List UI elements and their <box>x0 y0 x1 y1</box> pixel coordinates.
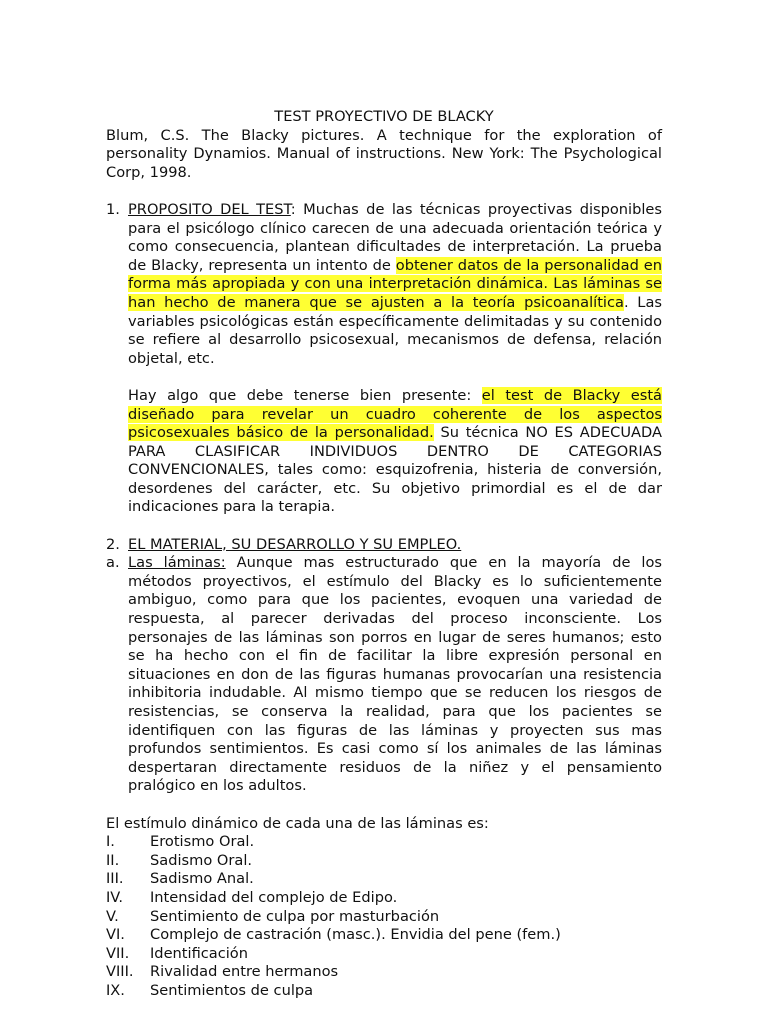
list-item <box>106 982 662 1001</box>
text-run: Aunque mas estructurado que en la mayoría de los métodos proyectivos, el estímulo del Blacky es lo suficientemente ambiguo, como para que los pacientes, evoquen una variedad de respuesta, al parecer derivadas del proceso inconsciente. Los personajes de las láminas son porros en lugar de seres humanos; esto se ha hecho con el fin de facilitar la libre expresión personal en situaciones en don de las figuras humanas provocarían una resistencia inhibitoria indudable. Al mismo tiempo que se reducen los riesgos de resistencias, se conserva la realidad, para que los pacientes se identifiquen con las figuras de las láminas y proyecten sus mas profundos sentimientos. Es casi como sí los animales de las láminas despertaran directamente residuos de la niñez y el pensamiento pralógico en los adultos. <box>128 554 663 795</box>
reference-citation: Blum, C.S. The Blacky pictures. A technique for the exploration of personality Dynamios. Manual of instructions. New York: The Psychological Corp, 1998. <box>106 126 662 181</box>
roman-numeral: III. <box>106 870 124 888</box>
roman-numeral: VII. <box>106 944 130 962</box>
roman-numeral: IV. <box>106 888 124 906</box>
subsection-a <box>106 554 662 796</box>
list-item-text: Sadismo Anal. <box>150 870 254 888</box>
text-run: Hay algo que debe tenerse bien presente: <box>128 386 482 404</box>
section-heading: EL MATERIAL, SU DESARROLLO Y SU EMPLEO. <box>128 535 462 553</box>
list-item-text: Erotismo Oral. <box>150 833 255 851</box>
list-item <box>106 833 662 852</box>
list-item-text: Rivalidad entre hermanos <box>150 963 339 981</box>
text-run: Su técnica NO ES ADECUADA PARA CLASIFICAR INDIVIDUOS DENTRO DE CATEGORIAS CONVENCIONALES, tales como: esquizofrenia, histeria de conversión, desordenes del carácter, etc. Su objetivo primordial es el de dar indicaciones para la terapia. <box>128 424 662 516</box>
subsection-heading: Las láminas: <box>128 554 226 572</box>
list-item <box>106 889 662 908</box>
section-body <box>128 201 662 517</box>
section-1 <box>106 201 662 517</box>
list-item-text: Sentimientos de culpa <box>150 981 314 999</box>
list-item <box>106 908 662 927</box>
roman-numeral: IX. <box>106 981 125 999</box>
roman-numeral: VI. <box>106 926 125 944</box>
roman-numeral: V. <box>106 907 119 925</box>
section-1-paragraph-1 <box>128 201 662 368</box>
roman-numeral: VIII. <box>106 963 134 981</box>
list-item-text: Sentimiento de culpa por masturbación <box>150 907 440 925</box>
list-item <box>106 945 662 964</box>
stimulus-list <box>106 833 662 1000</box>
list-item-text: Intensidad del complejo de Edipo. <box>150 888 398 906</box>
list-item-text: Complejo de castración (masc.). Envidia del pene (fem.) <box>150 926 561 944</box>
list-item-text: Sadismo Oral. <box>150 851 253 869</box>
stimulus-intro: El estímulo dinámico de cada una de las láminas es: <box>106 814 489 832</box>
section-body <box>128 536 662 555</box>
list-item <box>106 963 662 982</box>
text-run: : Muchas de las técnicas proyectivas disponibles para el psicólogo clínico carecen de una adecuada orientación teórica y como consecuencia, plantean dificultades de interpretación. La prueba de Blacky, representa un intento de <box>128 200 663 274</box>
section-heading: PROPOSITO DEL TEST <box>128 200 291 218</box>
subsection-a-paragraph <box>128 554 662 796</box>
section-number: 2. <box>106 535 120 553</box>
list-item <box>106 852 662 871</box>
list-item <box>106 926 662 945</box>
roman-numeral: I. <box>106 833 115 851</box>
section-number: 1. <box>106 200 120 218</box>
subsection-body <box>128 554 662 796</box>
highlighted-text: el test de Blacky está diseñado para revelar un cuadro coherente de los aspectos psicosexuales básico de la personalidad. <box>128 386 662 442</box>
document-title: TEST PROYECTIVO DE BLACKY <box>274 108 494 125</box>
list-item <box>106 870 662 889</box>
text-run: . Las variables psicológicas están específicamente delimitadas y su contenido se refiere al desarrollo psicosexual, mecanismos de defensa, relación objetal, etc. <box>128 293 662 367</box>
section-2 <box>106 536 662 555</box>
list-item-text: Identificación <box>150 944 248 962</box>
roman-numeral: II. <box>106 851 120 869</box>
subsection-letter: a. <box>106 554 120 572</box>
highlighted-text: obtener datos de la personalidad en forma más apropiada y con una interpretación dinámica. Las láminas se han hecho de manera que se ajusten a la teoría psicoanalítica <box>128 256 662 311</box>
section-1-paragraph-2 <box>128 387 662 517</box>
